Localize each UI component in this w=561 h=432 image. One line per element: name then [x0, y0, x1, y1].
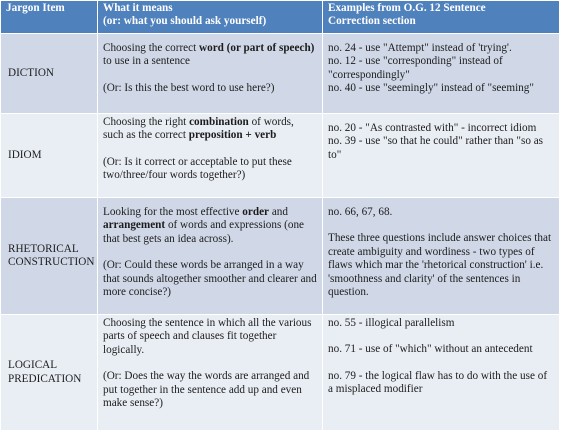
example-item: no. 20 - "As contrasted with" - incorrect idiom: [328, 122, 537, 134]
meaning-part: and: [269, 206, 288, 218]
meaning-cell: [98, 114, 323, 198]
ask-text: (Or: Does the way the words are arranged and put together in the sentence add up and even make sense?): [103, 370, 310, 410]
ask-text: (Or: Is it correct or acceptable to put these two/three/four words together?): [103, 155, 292, 182]
meaning-emphasis: combination: [189, 116, 249, 128]
header-examples: [323, 1, 560, 34]
example-item: no. 39 - use "so that he could" rather than "so as to": [328, 135, 544, 161]
meaning-text: [103, 116, 317, 143]
header-what-it-means-title: What it means: [103, 2, 173, 14]
meaning-emphasis: arrangement: [103, 219, 166, 232]
ask-text: (Or: Is this the best word to use here?): [103, 81, 275, 94]
example-item: no. 71 - use of "which" without an antecedent: [328, 343, 533, 356]
example-item: no. 24 - use "Attempt" instead of 'trying'.: [328, 42, 512, 54]
header-what-it-means-sub: (or: what you should ask yourself): [103, 15, 267, 28]
meaning-text: [103, 42, 317, 69]
meaning-text: [103, 206, 317, 246]
example-item: no. 79 - the logical flaw has to do with the use of a misplaced modifier: [328, 369, 548, 396]
term-rhetorical-construction: RHETORICAL CONSTRUCTION: [1, 198, 98, 315]
example-item: These three questions include answer choices that create ambiguity and wordiness - two types of flaws which mar the 'rhetorical construction' i.e. 'smoothness and clarity' of the sentences in question.: [328, 232, 552, 299]
example-item: no. 55 - illogical parallelism: [328, 317, 455, 329]
table-row: [1, 315, 560, 431]
table-row: [1, 34, 560, 114]
header-examples-line1: Examples from O.G. 12 Sentence: [328, 2, 486, 14]
examples-cell: [323, 315, 560, 431]
table-row: [1, 114, 560, 198]
example-item: no. 66, 67, 68.: [328, 206, 393, 218]
example-item: no. 40 - use "seemingly" instead of "seeming": [328, 82, 534, 95]
meaning-part: of words, such as the correct: [103, 116, 294, 142]
header-jargon-item: Jargon Item: [1, 1, 98, 34]
meaning-cell: [98, 34, 323, 114]
meaning-part: of words and expressions (one that best gets an idea across).: [103, 219, 305, 245]
term-diction: DICTION: [1, 34, 98, 114]
table-header-row: [1, 1, 560, 34]
meaning-part: Choosing the correct: [103, 42, 200, 54]
examples-cell: [323, 34, 560, 114]
term-idiom: IDIOM: [1, 114, 98, 198]
meaning-cell: [98, 198, 323, 315]
meaning-part: Looking for the most effective: [103, 206, 243, 218]
meaning-part: to use in a sentence: [103, 55, 190, 68]
meaning-emphasis: preposition + verb: [188, 129, 277, 142]
header-what-it-means: [98, 1, 323, 34]
example-item: no. 12 - use "corresponding" instead of "correspondingly": [328, 55, 503, 81]
table-row: [1, 198, 560, 315]
meaning-part: Choosing the right: [103, 116, 190, 128]
meaning-text: Choosing the sentence in which all the various parts of speech and clauses fit together logically.: [103, 317, 312, 356]
ask-text: (Or: Could these words be arranged in a way that sounds altogether smoother and clearer and more concise?): [103, 259, 317, 299]
term-logical-predication: LOGICAL PREDICATION: [1, 315, 98, 431]
header-examples-line2: Correction section: [328, 15, 416, 28]
meaning-emphasis: order: [242, 206, 270, 218]
meaning-emphasis: word (or part of speech): [199, 42, 315, 54]
examples-cell: [323, 114, 560, 198]
examples-cell: [323, 198, 560, 315]
meaning-cell: [98, 315, 323, 431]
